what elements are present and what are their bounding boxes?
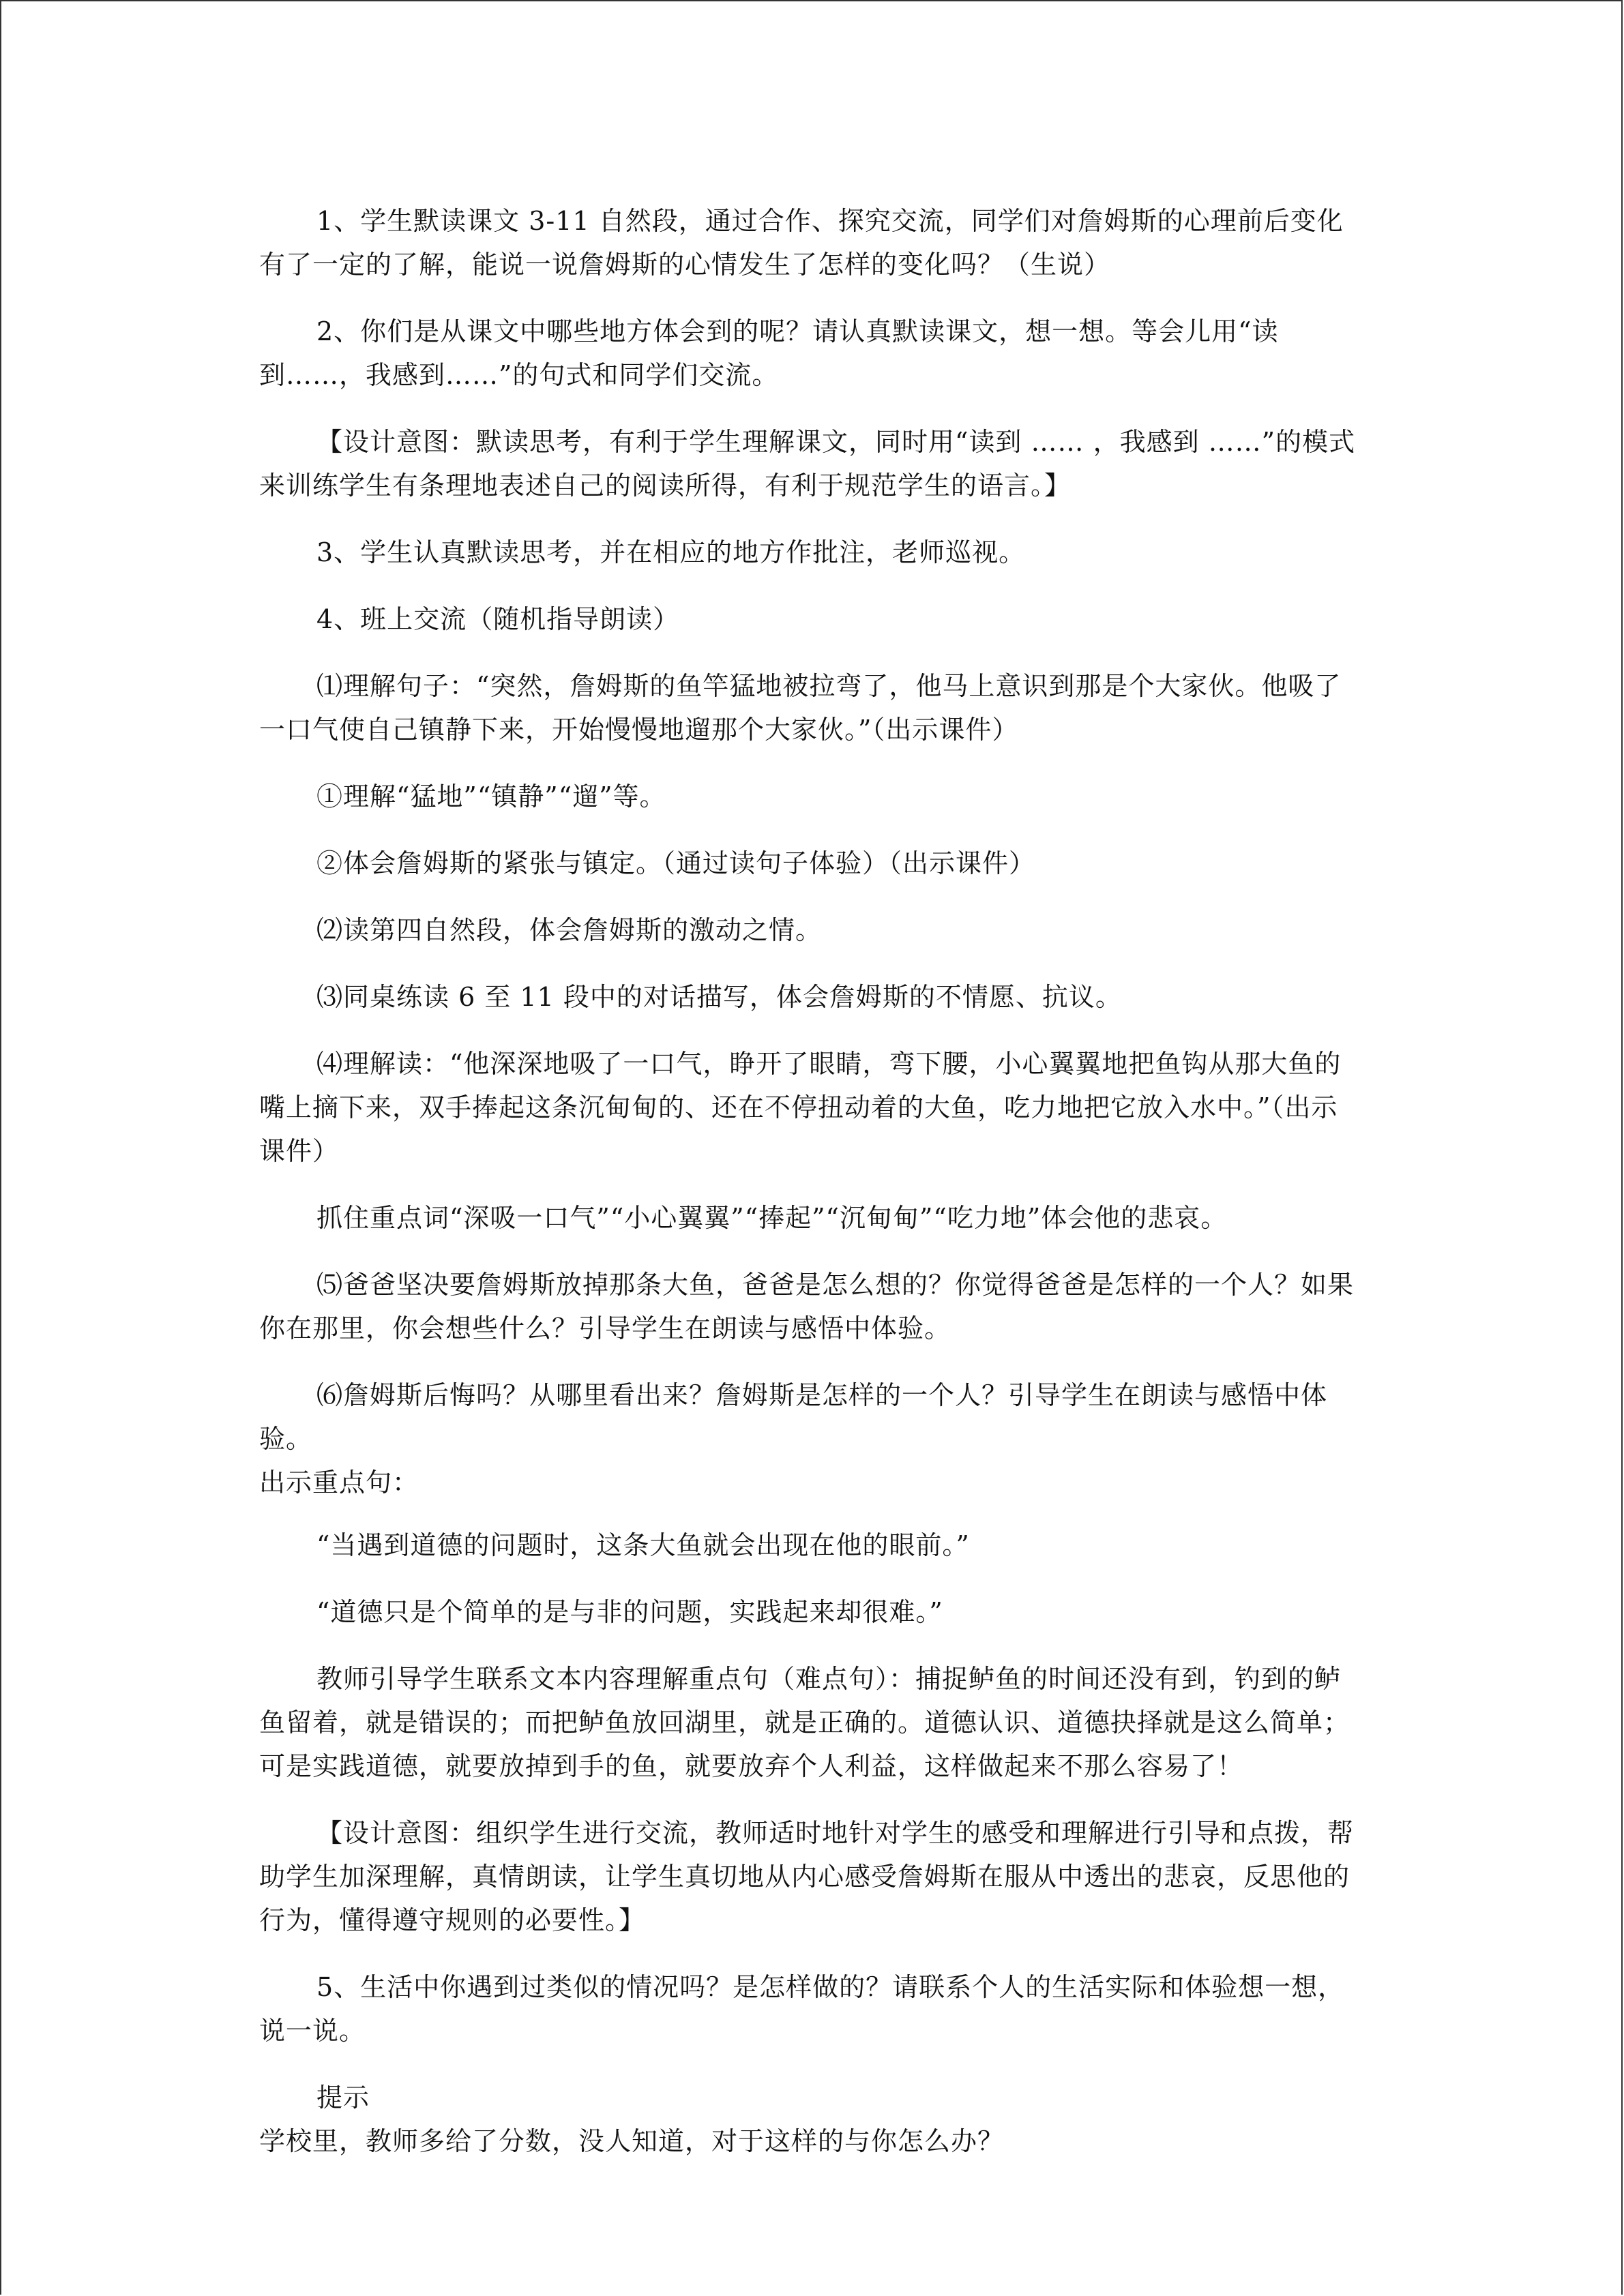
key-sentence-2: “道德只是个简单的是与非的问题，实践起来却很难。”: [316, 1597, 943, 1627]
teacher-guidance: 教师引导学生联系文本内容理解重点句（难点句）：捕捉鲈鱼的时间还没有到，钓到的鲈鱼留着，就是错误的；而把鲈鱼放回湖里，就是正确的。道德认识、道德抉择就是这么简单；可是实践道德，就要放掉到手的鱼，就要放弃个人利益，这样做起来不那么容易了！: [259, 1664, 1350, 1781]
paragraph-5: 5、生活中你遇到过类似的情况吗？是怎样做的？请联系个人的生活实际和体验想一想，说一说。: [259, 1972, 1345, 2046]
paragraph-4: 4、班上交流（随机指导朗读）: [316, 604, 680, 634]
sub-item-2: ⑵读第四自然段，体会詹姆斯的激动之情。: [316, 915, 823, 945]
document-body: [259, 199, 1364, 2163]
hint-label: 提示: [316, 2083, 370, 2113]
paragraph-3: 3、学生认真默读思考，并在相应的地方作批注，老师巡视。: [316, 537, 1026, 567]
paragraph-2: 2、你们是从课文中哪些地方体会到的呢？请认真默读课文，想一想。等会儿用“读到……，我感到……”的句式和同学们交流。: [259, 316, 1279, 390]
hint-text: 学校里，教师多给了分数，没人知道，对于这样的与你怎么办？: [259, 2126, 1005, 2156]
key-sentence-1: “当遇到道德的问题时，这条大鱼就会出现在他的眼前。”: [316, 1530, 970, 1560]
sub-item-6: ⑹詹姆斯后悔吗？从哪里看出来？詹姆斯是怎样的一个人？引导学生在朗读与感悟中体验。: [259, 1380, 1328, 1454]
key-words-note: 抓住重点词“深吸一口气”“小心翼翼”“捧起”“沉甸甸”“吃力地”体会他的悲哀。: [316, 1203, 1228, 1233]
sub-item-1-a: ①理解“猛地”“镇静”“遛”等。: [316, 781, 666, 811]
design-intent-note-2: 【设计意图：组织学生进行交流，教师适时地针对学生的感受和理解进行引导和点拨，帮助学生加深理解，真情朗读，让学生真切地从内心感受詹姆斯在服从中透出的悲哀，反思他的行为，懂得遵守规则的必要性。】: [259, 1818, 1355, 1935]
key-sentence-heading: 出示重点句：: [259, 1467, 419, 1497]
sub-item-4: ⑷理解读：“他深深地吸了一口气，睁开了眼睛，弯下腰，小心翼翼地把鱼钩从那大鱼的嘴上摘下来，双手捧起这条沉甸甸的、还在不停扭动着的大鱼，吃力地把它放入水中。”（出示课件）: [259, 1049, 1342, 1166]
sub-item-1: ⑴理解句子：“突然，詹姆斯的鱼竿猛地被拉弯了，他马上意识到那是个大家伙。他吸了一口气使自己镇静下来，开始慢慢地遛那个大家伙。”（出示课件）: [259, 671, 1342, 745]
sub-item-5: ⑸爸爸坚决要詹姆斯放掉那条大鱼，爸爸是怎么想的？你觉得爸爸是怎样的一个人？如果你在那里，你会想些什么？引导学生在朗读与感悟中体验。: [259, 1270, 1355, 1343]
design-intent-note-1: 【设计意图：默读思考，有利于学生理解课文，同时用“读到 …… ，我感到 ……”的模式来训练学生有条理地表述自己的阅读所得，有利于规范学生的语言。】: [259, 427, 1356, 501]
sub-item-3: ⑶同桌练读 6 至 11 段中的对话描写，体会詹姆斯的不情愿、抗议。: [316, 982, 1122, 1012]
sub-item-1-b: ②体会詹姆斯的紧张与镇定。（通过读句子体验）（出示课件）: [316, 848, 1036, 878]
paragraph-1: 1、学生默读课文 3-11 自然段，通过合作、探究交流，同学们对詹姆斯的心理前后变化有了一定的了解，能说一说詹姆斯的心情发生了怎样的变化吗？（生说）: [259, 206, 1344, 280]
